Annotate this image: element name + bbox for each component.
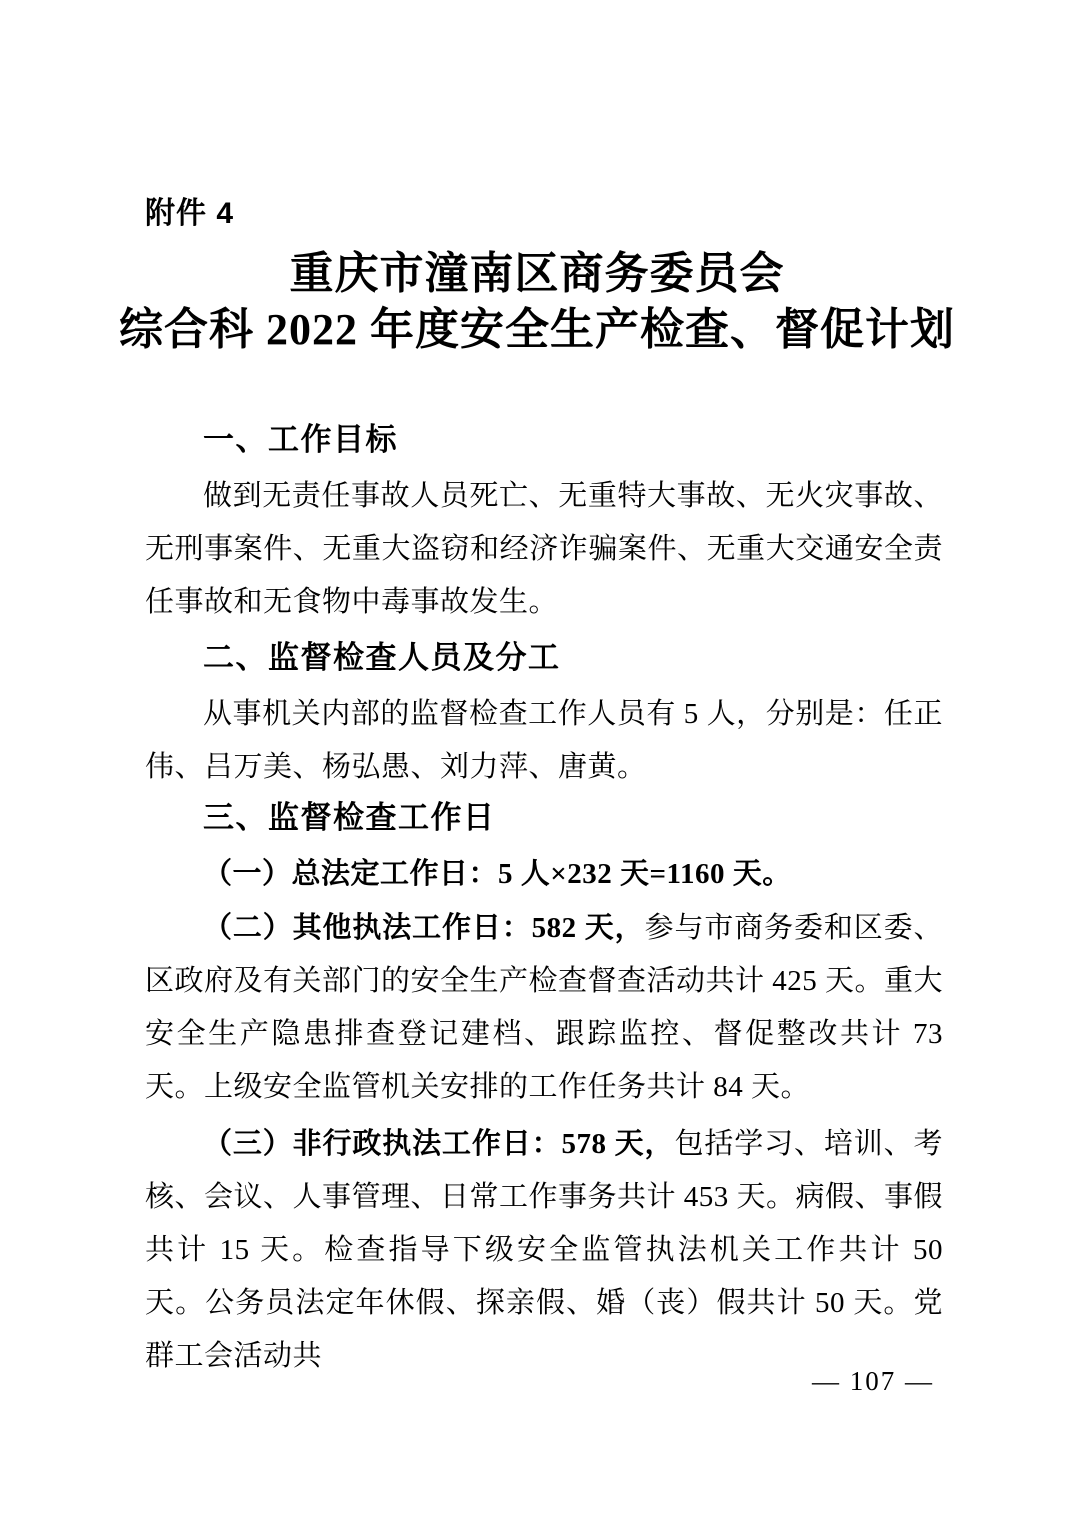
paragraph-workdays-item3 bbox=[145, 1118, 943, 1383]
paragraph-workdays-item2 bbox=[145, 902, 943, 1114]
section-heading-workdays: 三、监督检查工作日 bbox=[203, 800, 496, 835]
workdays-item1-lead: （一）总法定工作日：5 人×232 天=1160 天。 bbox=[203, 858, 792, 890]
paragraph-personnel: 从事机关内部的监督检查工作人员有 5 人，分别是：任正伟、吕万美、杨弘愚、刘力萍、唐黄。 bbox=[145, 698, 943, 783]
workdays-item3-lead: （三）非行政执法工作日：578 天， bbox=[203, 1128, 675, 1160]
document-title-line2: 综合科 2022 年度安全生产检查、督促计划 bbox=[119, 305, 955, 354]
attachment-label: 附件 4 bbox=[145, 197, 235, 230]
paragraph-workdays-item1 bbox=[145, 848, 943, 901]
section-heading-personnel: 二、监督检查人员及分工 bbox=[203, 640, 561, 675]
document-title bbox=[0, 246, 1074, 358]
workdays-item2-lead: （二）其他执法工作日：582 天， bbox=[203, 912, 645, 944]
paragraph-work-goals: 做到无责任事故人员死亡、无重特大事故、无火灾事故、无刑事案件、无重大盗窃和经济诈骗案件、无重大交通安全责任事故和无食物中毒事故发生。 bbox=[145, 480, 943, 618]
workdays-item2-rest: 参与市商务委和区委、区政府及有关部门的安全生产检查督查活动共计 425 天。重大安全生产隐患排查登记建档、跟踪监控、督促整改共计 73 天。上级安全监管机关安排的工作任务共计 84 天。 bbox=[145, 912, 944, 1103]
page-number: — 107 — bbox=[812, 1366, 934, 1396]
section-heading-work-goals: 一、工作目标 bbox=[203, 422, 398, 457]
document-title-line1: 重庆市潼南区商务委员会 bbox=[289, 249, 785, 298]
workdays-item3-rest: 包括学习、培训、考核、会议、人事管理、日常工作事务共计 453 天。病假、事假共计 15 天。检查指导下级安全监管执法机关工作共计 50 天。公务员法定年休假、探亲假、婚（丧）假共计 50 天。党群工会活动共 bbox=[145, 1128, 944, 1372]
